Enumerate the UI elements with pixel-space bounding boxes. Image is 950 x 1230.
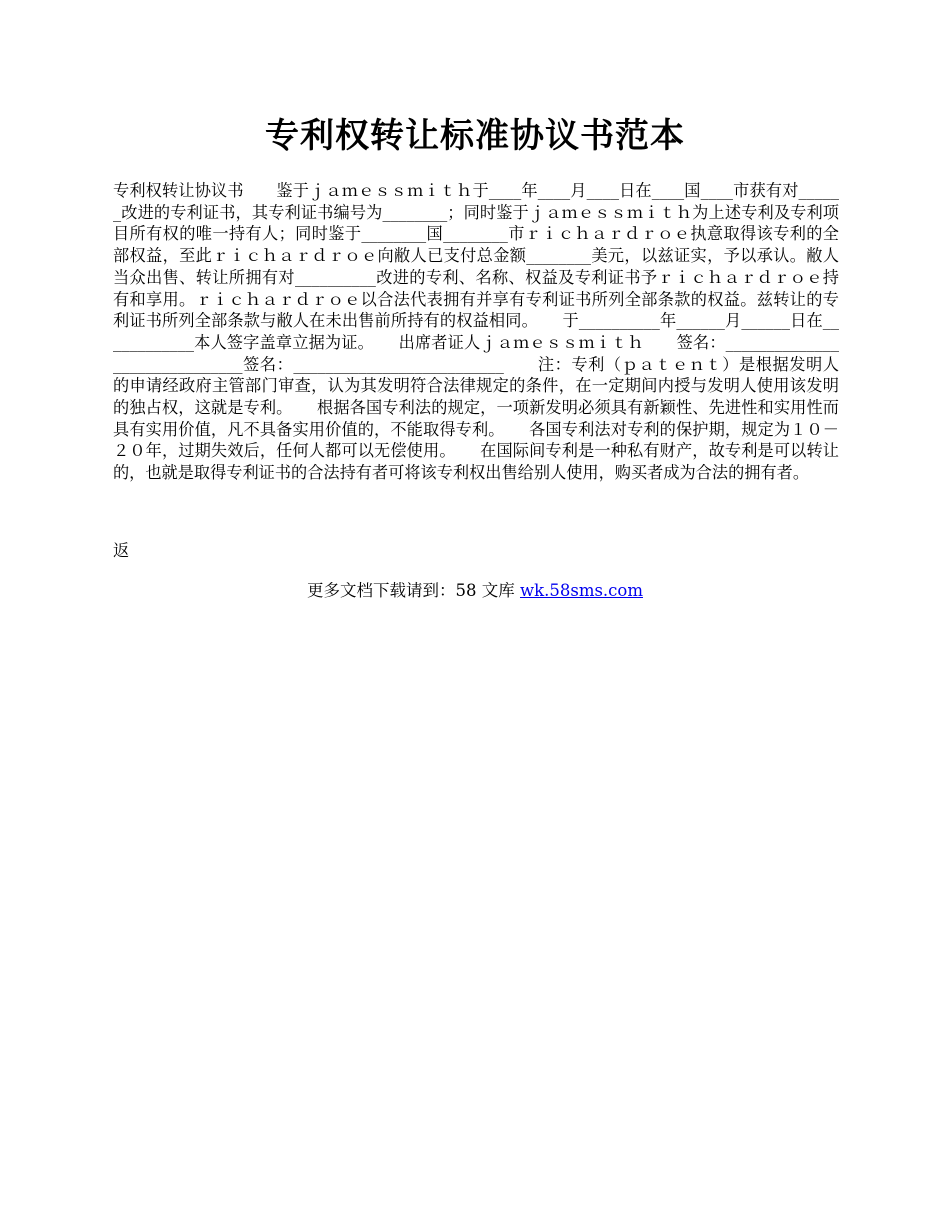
document-body: 专利权转让协议书 鉴于ｊａｍｅｓｓｍｉｔｈ于____年____月____日在____国____市获有对______改进的专利证书，其专利证书编号为________；同时鉴于ｊａｍｅｓｓｍｉｔｈ为上述专利及专利项目所有权的唯一持有人；同时鉴于________国________市ｒｉｃｈａｒｄｒｏｅ执意取得该专利的全部权益，至此ｒｉｃｈａｒｄｒｏｅ向敝人已支付总金额________美元，以兹证实，予以承认。敝人当众出售、转让所拥有对__________改进的专利、名称、权益及专利证书予ｒｉｃｈａｒｄｒｏｅ持有和享用。ｒｉｃｈａｒｄｒｏｅ以合法代表拥有并享有专利证书所列全部条款的权益。兹转让的专利证书所列全部条款与敝人在未出售前所持有的权益相同。 于__________年______月______日在____________本人签字盖章立据为证。 出席者证人ｊａｍｅｓｓｍｉｔｈ 签名：______________________________签名：__________________________ 注：专利（ｐａｔｅｎｔ）是根据发明人的申请经政府主管部门审查，认为其发明符合法律规定的条件，在一定期间内授与发明人使用该发明的独占权，这就是专利。 根据各国专利法的规定，一项新发明必须具有新颖性、先进性和实用性而具有实用价值，凡不具备实用价值的，不能取得专利。 各国专利法对专利的保护期，规定为１０－２０年，过期失效后，任何人都可以无偿使用。 在国际间专利是一种私有财产，故专利是可以转让的，也就是取得专利证书的合法持有者可将该专利权出售给别人使用，购买者成为合法的拥有者。 bbox=[113, 181, 839, 483]
footer-text: 更多文档下载请到：58 文库 bbox=[306, 581, 520, 600]
download-footer bbox=[0, 580, 950, 602]
footer-link[interactable]: wk.58sms.com bbox=[519, 581, 643, 600]
return-text: 返 bbox=[113, 541, 130, 560]
document-title: 专利权转让标准协议书范本 bbox=[265, 116, 685, 156]
